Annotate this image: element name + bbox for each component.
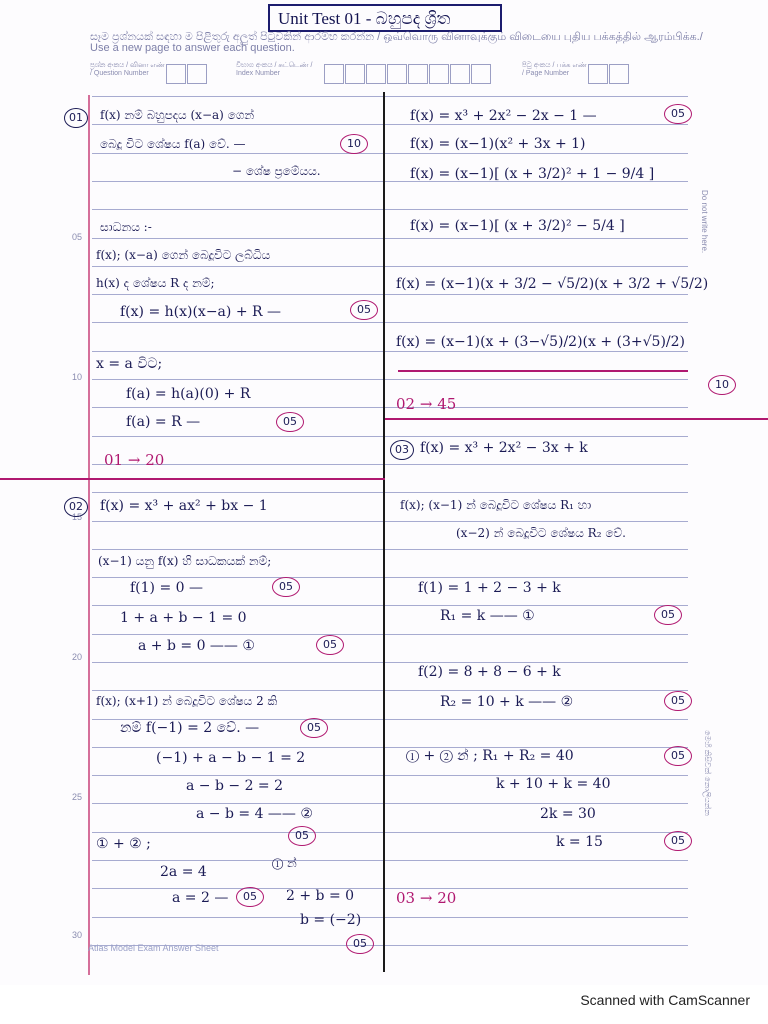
rule-line [92, 407, 688, 408]
mark-circle: 05 [272, 577, 300, 597]
answer-line: a + b = 0 —— ① [138, 638, 255, 654]
answer-line: f(x) = (x−1)[ (x + 3/2)² − 5/4 ] [410, 218, 625, 234]
index-number-label: විභාග අංකය / சுட்டெண் / Index Number [236, 62, 313, 77]
rule-line [92, 238, 688, 239]
answer-line: f(x) = x³ + 2x² − 2x − 1 — [410, 108, 597, 124]
answer-line: (x−2) න් බෙදූවිට ශේෂය R₂ වේ. [456, 526, 626, 540]
answer-line: (x−1) යනු f(x) හි සාධකයක් නම්; [98, 554, 272, 568]
mark-circle: 10 [340, 134, 368, 154]
do-not-write-note: Do not write here. [700, 190, 709, 254]
mark-circle: 05 [664, 831, 692, 851]
scanner-watermark: Scanned with CamScanner [580, 992, 750, 1008]
question-number: 02 [64, 497, 88, 517]
answer-line: 2a = 4 [160, 864, 207, 880]
mark-circle: 05 [300, 718, 328, 738]
answer-line: f(1) = 1 + 2 − 3 + k [418, 580, 561, 596]
question-total: 02 → 45 [396, 395, 457, 413]
answer-line: f(x); (x−1) න් බෙදූවිට ශේෂය R₁ හා [400, 498, 592, 512]
answer-line: a − b = 4 —— ② [196, 806, 313, 822]
line-number: 25 [72, 792, 83, 802]
answer-line: f(x) = x³ + ax² + bx − 1 [100, 498, 268, 514]
line-number: 30 [72, 930, 83, 940]
rule-line [92, 747, 688, 748]
mark-circle: 05 [350, 300, 378, 320]
answer-line: 2k = 30 [540, 806, 596, 822]
rule-line [92, 803, 688, 804]
mark-circle: 05 [346, 934, 374, 954]
answer-line: f(x) = (x−1)[ (x + 3/2)² + 1 − 9/4 ] [410, 166, 655, 182]
answer-line: f(1) = 0 — [130, 580, 204, 596]
answer-line: b = (−2) [300, 912, 362, 928]
mark-circle: 05 [664, 104, 692, 124]
question-number-boxes [166, 64, 208, 84]
index-number-boxes [324, 64, 492, 84]
rule-line [92, 266, 688, 267]
answer-line: a = 2 — [172, 890, 229, 906]
answer-line: k = 15 [556, 834, 603, 850]
mark-circle: 05 [664, 691, 692, 711]
rule-line [92, 322, 688, 323]
sheet-logo: Atlas Model Exam Answer Sheet [88, 943, 219, 953]
question-total: 03 → 20 [396, 889, 457, 907]
rule-line [92, 888, 688, 889]
mark-circle: 05 [316, 635, 344, 655]
answer-line: 2 + b = 0 [286, 888, 355, 904]
rule-line [92, 209, 688, 210]
rule-line [92, 294, 688, 295]
answer-line: f(x) = x³ + 2x² − 3x + k [420, 440, 588, 456]
answer-line: f(a) = h(a)(0) + R [126, 386, 251, 402]
rule-line [92, 860, 688, 861]
answer-line: R₁ = k —— ① [440, 608, 535, 624]
answer-line: f(x) = (x−1)(x + 3/2 − √5/2)(x + 3/2 + √5/2) [396, 276, 709, 292]
answer-line: k + 10 + k = 40 [496, 776, 611, 792]
rule-line [92, 464, 688, 465]
rule-line [92, 153, 688, 154]
rule-line [92, 379, 688, 380]
answer-line: f(2) = 8 + 8 − 6 + k [418, 664, 561, 680]
mark-circle: 05 [276, 412, 304, 432]
mark-circle: 05 [664, 746, 692, 766]
page-number-boxes [588, 64, 630, 84]
mark-circle: 05 [654, 605, 682, 625]
mark-circle: 05 [236, 887, 264, 907]
instruction-sinhala: සෑම ප්‍රශ්නයක් සඳහා ම පිළිතුරු අලුත් පිටුවකින් ආරම්භ කරන්න / ஒவ்வொரு வினாவுக்கும் விடையை புதிய பக்கத்தில் ஆரம்பிக்க./ [90, 31, 703, 43]
question-total: 01 → 20 [104, 451, 165, 469]
answer-line: f(x); (x+1) න් බෙදූවිට ශේෂය 2 කි [96, 694, 278, 708]
rule-line [92, 690, 688, 691]
answer-line: ① න් [272, 856, 297, 870]
line-number: 20 [72, 652, 83, 662]
answer-line: නම් f(−1) = 2 වේ. — [120, 720, 260, 736]
rule-line [92, 521, 688, 522]
answer-line: ① + ② ; [96, 836, 151, 852]
rule-line [92, 96, 688, 97]
rule-line [92, 124, 688, 125]
answer-line: f(a) = R — [126, 414, 201, 430]
page-title: Unit Test 01 - බහුපද ශ්‍රිත [268, 4, 502, 32]
answer-line: බෙදූ විට ශේෂය f(a) වේ. — [100, 137, 246, 151]
rule-line [92, 351, 688, 352]
page-number-label: පිටු අංකය / பக்க எண் / Page Number [522, 62, 587, 77]
mark-circle: 10 [708, 375, 736, 395]
section-divider [0, 478, 385, 480]
answer-line: h(x) ද ශේෂය R ද නම්; [96, 276, 215, 290]
instruction-english: Use a new page to answer each question. [90, 42, 295, 54]
answer-line: f(x); (x−a) ගෙන් බෙදූවිට ලබ්ධිය [96, 248, 271, 262]
rule-line [92, 436, 688, 437]
section-divider [385, 418, 768, 420]
line-number: 10 [72, 372, 83, 382]
line-number: 15 [72, 512, 83, 522]
rule-line [92, 634, 688, 635]
answer-line: f(x) = h(x)(x−a) + R — [120, 304, 281, 320]
rule-line [92, 549, 688, 550]
column-divider [383, 92, 385, 972]
answer-line: a − b − 2 = 2 [186, 778, 284, 794]
mark-circle: 05 [288, 826, 316, 846]
question-number-label: ප්‍රශ්න අංකය / வினா எண் / Question Number [90, 62, 165, 77]
answer-line: x = a විට; [96, 356, 163, 372]
margin-line [88, 95, 90, 975]
rule-line [92, 832, 688, 833]
rule-line [92, 662, 688, 663]
answer-line: ① + ② න් ; R₁ + R₂ = 40 [406, 748, 574, 764]
rule-line [92, 917, 688, 918]
line-number: 05 [72, 232, 83, 242]
answer-line: f(x) නම් බහුපදය (x−a) ගෙන් [100, 108, 255, 122]
answer-line: − ශේෂ ප්‍රමේයය. [232, 164, 321, 178]
underline [398, 370, 688, 372]
answer-line: f(x) = (x−1)(x + (3−√5)/2)(x + (3+√5)/2) [396, 334, 686, 350]
answer-line: 1 + a + b − 1 = 0 [120, 610, 247, 626]
do-not-write-note-sinhala: මෙහි කිසිවක් නොලියන්න [703, 730, 712, 816]
rule-line [92, 605, 688, 606]
answer-line: f(x) = (x−1)(x² + 3x + 1) [410, 136, 586, 152]
answer-line: R₂ = 10 + k —— ② [440, 694, 574, 710]
answer-line: සාධනය :- [100, 220, 152, 234]
rule-line [92, 577, 688, 578]
answer-line: (−1) + a − b − 1 = 2 [156, 750, 306, 766]
rule-line [92, 492, 688, 493]
question-number: 03 [390, 440, 414, 460]
question-number: 01 [64, 108, 88, 128]
